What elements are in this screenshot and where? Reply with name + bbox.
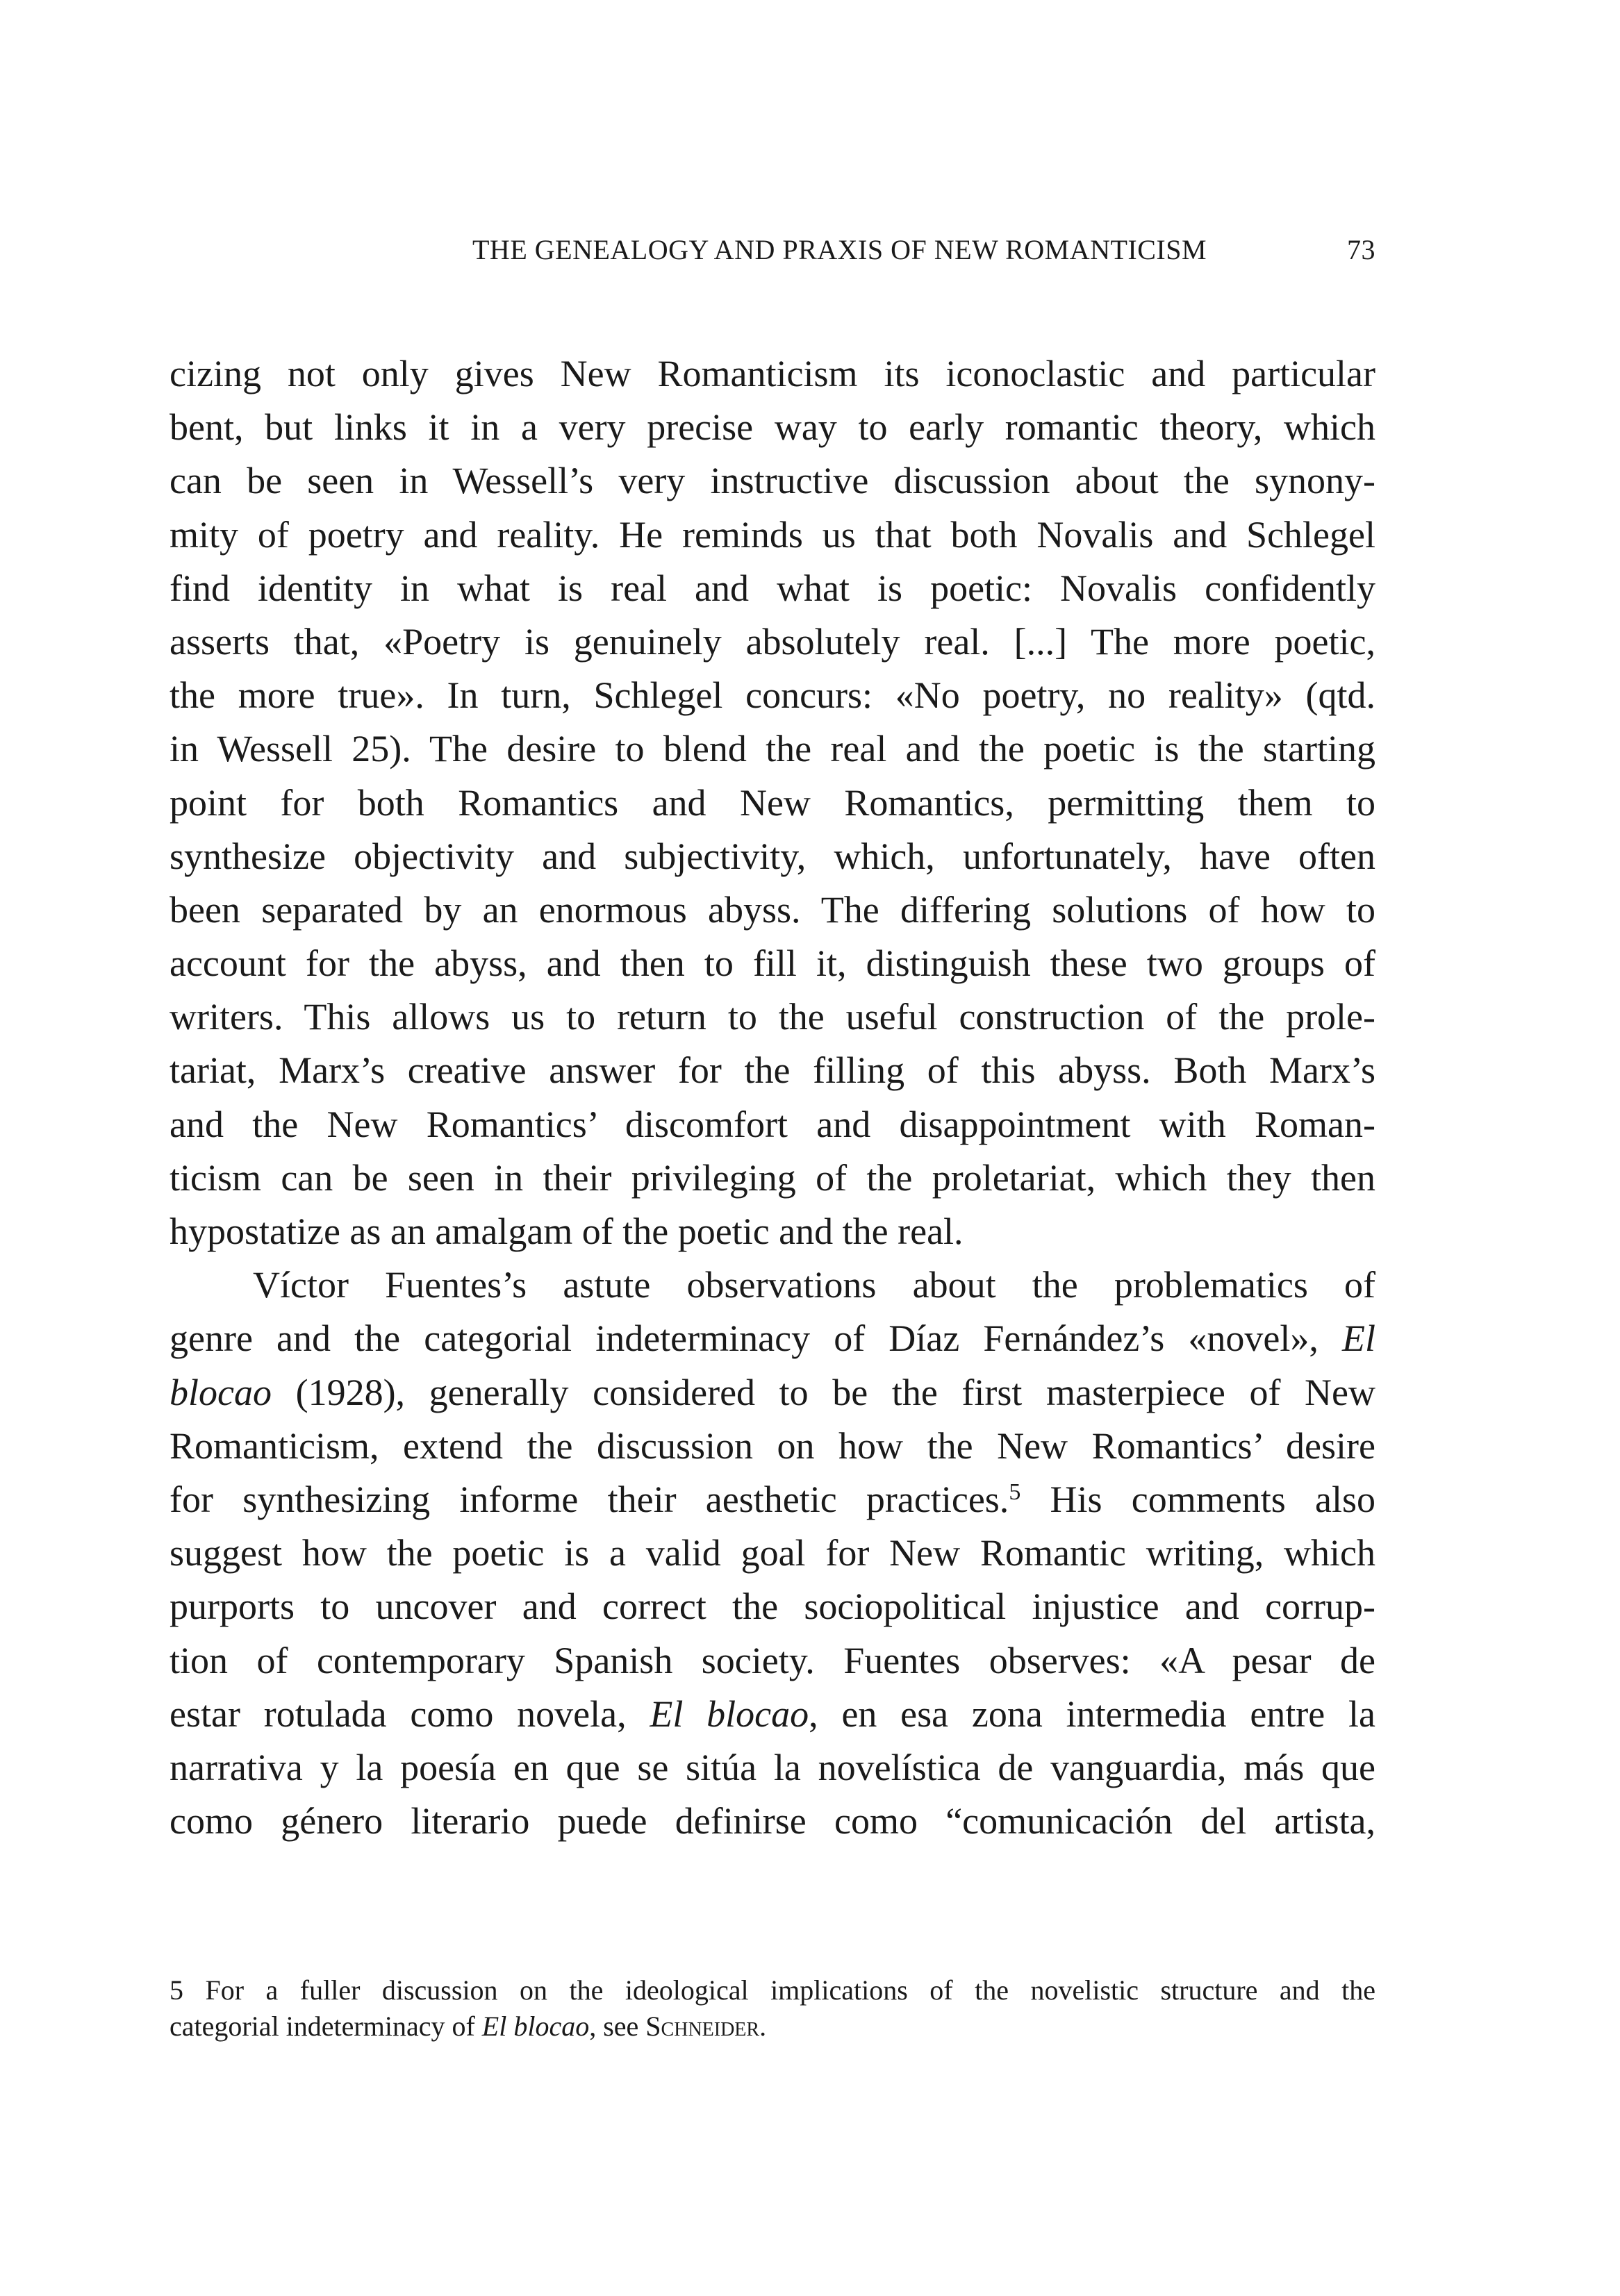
text-line: mity of poetry and reality. He reminds us that both Novalis and Schlegel [170,513,1375,556]
text-line: cizing not only gives New Romanticism its iconoclastic and particular [170,353,1375,394]
text-line: Víctor Fuentes’s astute observations about the problematics of [253,1264,1375,1306]
text-run: , see [589,2011,646,2042]
italic-title: blocao [170,1371,272,1413]
text-line: writers. This allows us to return to the useful construction of the prole- [170,996,1375,1038]
text-line: hypostatize as an amalgam of the poetic and the real. [170,1211,964,1252]
running-head [472,233,1375,272]
body-text [170,347,1375,1848]
footnote-line [170,2008,1375,2045]
text-line: asserts that, «Poetry is genuinely absolutely real. [...] The more poetic, [170,620,1375,663]
text-run: genre and the categorial indeterminacy of Díaz Fernández’s «novel», [170,1317,1342,1360]
italic-title: El blocao [481,2011,590,2042]
text-line: suggest how the poetic is a valid goal for New Romantic writing, which [170,1532,1375,1574]
text-line: Romanticism, extend the discussion on how the New Romantics’ desire [170,1424,1375,1467]
text-line: the more true». In turn, Schlegel concurs: «No poetry, no reality» (qtd. [170,674,1375,717]
footnote [170,1972,1375,2045]
text-line: bent, but links it in a very precise way to early romantic theory, which [170,406,1375,449]
text-line: been separated by an enormous abyss. The differing solutions of how to [170,888,1375,931]
footnote-reference[interactable]: 5 [1009,1479,1021,1505]
page-number: 73 [1347,234,1375,265]
text-line: synthesize objectivity and subjectivity, which, unfortunately, have often [170,835,1375,877]
text-line: account for the abyss, and then to fill it, distinguish these two groups of [170,942,1375,985]
text-line [170,1473,1375,1526]
italic-title: El [1342,1317,1375,1360]
text-line: in Wessell 25). The desire to blend the real and the poetic is the starting [170,728,1375,770]
text-line [170,1312,1375,1365]
running-head-title: THE GENEALOGY AND PRAXIS OF NEW ROMANTICISM [472,234,1207,265]
text-line: ticism can be seen in their privileging of the proletariat, which they then [170,1156,1375,1199]
text-run: His comments also [1020,1478,1375,1520]
text-run: estar rotulada como novela, [170,1692,650,1735]
text-run: (1928), generally considered to be the first masterpiece of New [271,1371,1375,1413]
italic-title: El blocao [650,1692,809,1735]
text-line: point for both Romantics and New Romantics, permitting them to [170,781,1375,824]
text-line: como género literario puede definirse como “comunicación del artista, [170,1800,1375,1842]
author-smallcaps: Schneider [645,2011,760,2042]
text-line [170,1366,1375,1420]
text-line: tion of contemporary Spanish society. Fuentes observes: «A pesar de [170,1639,1375,1681]
footnote-line: 5 For a fuller discussion on the ideological implications of the novelistic structure and the [170,1974,1375,2006]
text-line: find identity in what is real and what is poetic: Novalis confidently [170,567,1375,609]
text-line: tariat, Marx’s creative answer for the filling of this abyss. Both Marx’s [170,1049,1375,1092]
text-run: . [759,2011,767,2042]
text-run: categorial indeterminacy of [170,2011,482,2042]
text-line [170,1688,1375,1741]
text-line: narrativa y la poesía en que se sitúa la novelística de vanguardia, más que [170,1746,1375,1788]
text-line: and the New Romantics’ discomfort and disappointment with Roman- [170,1103,1375,1145]
text-line: purports to uncover and correct the sociopolitical injustice and corrup- [170,1586,1375,1628]
text-line: can be seen in Wessell’s very instructive discussion about the synony- [170,460,1375,502]
text-run: for synthesizing informe their aesthetic practices. [170,1478,1009,1520]
text-run: , en esa zona intermedia entre la [809,1692,1375,1735]
